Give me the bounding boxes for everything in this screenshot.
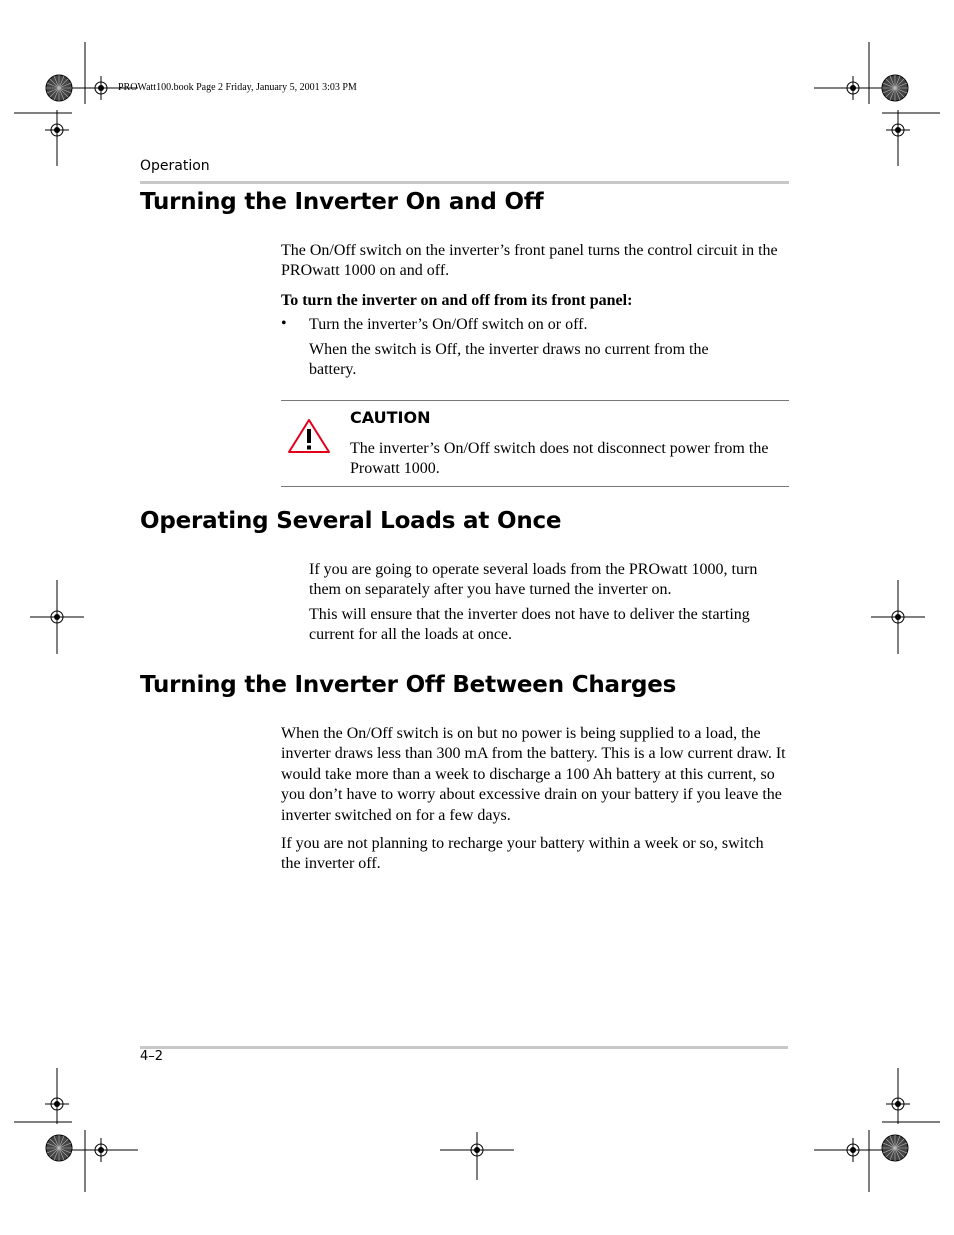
paragraph-several-loads-2: This will ensure that the inverter does not have to deliver the starting current for all the loads at once. xyxy=(309,606,750,644)
paragraph-between-charges-1: When the On/Off switch is on but no power is being supplied to a load, the inverter draws less than 300 mA from the battery. This is a low current draw. It would take more than a week to discharge a 100 Ah battery at this current, so you don’t have to worry about excessive drain on your battery if you leave the inverter switched on for a few days. xyxy=(281,725,786,824)
page-number: 4–2 xyxy=(140,1049,164,1064)
procedure-title: To turn the inverter on and off from its front panel: xyxy=(281,292,633,309)
heading-several-loads: Operating Several Loads at Once xyxy=(140,508,562,534)
caution-label: CAUTION xyxy=(350,408,431,427)
heading-off-between-charges: Turning the Inverter Off Between Charges xyxy=(140,672,677,698)
paragraph-on-off-intro: The On/Off switch on the inverter’s front panel turns the control circuit in the PROwatt 1000 on and off. xyxy=(281,242,778,280)
caution-top-rule xyxy=(281,400,789,401)
print-info: PROWatt100.book Page 2 Friday, January 5, 2001 3:03 PM xyxy=(118,82,357,93)
heading-turning-on-off: Turning the Inverter On and Off xyxy=(140,189,544,215)
caution-bottom-rule xyxy=(281,486,789,487)
header-rule xyxy=(140,181,789,184)
caution-text: The inverter’s On/Off switch does not disconnect power from the Prowatt 1000. xyxy=(350,440,769,478)
bullet-icon: • xyxy=(281,315,287,332)
running-header: Operation xyxy=(140,158,210,174)
paragraph-several-loads-1: If you are going to operate several loads from the PROwatt 1000, turn them on separately after you have turned the inverter on. xyxy=(309,561,758,599)
procedure-step-note: When the switch is Off, the inverter draws no current from the battery. xyxy=(309,341,709,379)
paragraph-between-charges-2: If you are not planning to recharge your battery within a week or so, switch the inverter off. xyxy=(281,835,764,873)
warning-triangle-icon xyxy=(287,418,331,454)
procedure-step: Turn the inverter’s On/Off switch on or off. xyxy=(309,316,588,333)
footer-rule xyxy=(140,1046,788,1049)
